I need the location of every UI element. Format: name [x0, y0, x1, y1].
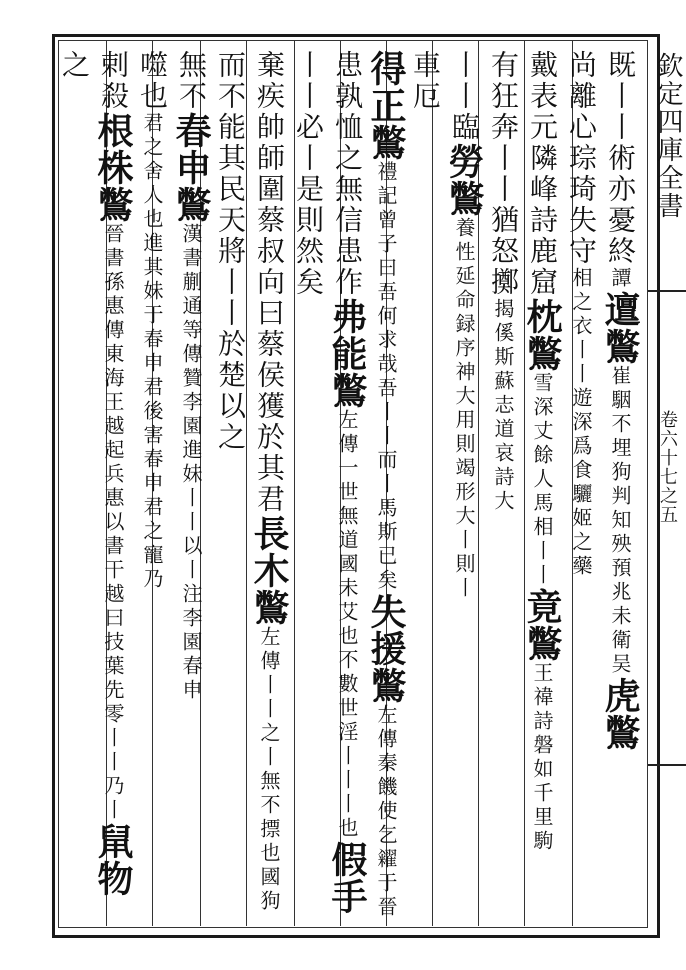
annotation-text: 漢書蒯通等傳贊李園進妹丨丨以丨注李園春申 — [179, 223, 203, 703]
entry-headword: 枕鷩 — [521, 298, 563, 372]
body-text: 戴表元隣峰詩鹿窟 — [526, 50, 559, 298]
annotation-text: 君之舍人也進其妹于春申君後害春申君之寵乃 — [140, 112, 164, 592]
annotation-text: 雪深丈餘人馬相丨丨 — [530, 372, 554, 588]
entry-headword: 虎鷩 — [599, 677, 641, 751]
body-text: 而不能其民天將丨丨於楚以之 — [214, 50, 247, 453]
entry-headword: 得正鷩 — [365, 50, 407, 161]
entry-headword: 長木鷩 — [248, 515, 290, 626]
entry-headword: 假手 — [326, 841, 368, 915]
body-text: 車厄 — [409, 50, 442, 112]
body-text: 棄疾帥師圍蔡叔向曰蔡侯獲於其君 — [253, 50, 286, 515]
annotation-text: 王禕詩磐如千里駒 — [530, 662, 554, 854]
fishtail-mark — [648, 764, 686, 766]
annotation-text: 左傳秦饑使乞糴于晉 — [374, 704, 398, 920]
body-text: 患孰恤之無信患作 — [331, 50, 364, 298]
entry-headword: 春申鷩 — [170, 112, 212, 223]
annotation-text: 禮記曾子曰吾何求哉吾丨丨而丨馬斯已矣 — [374, 161, 398, 593]
annotation-text: 晉書孫惠傳東海王越起兵惠以書干越曰技葉先零丨丨乃丨 — [101, 223, 125, 823]
volume-label: 卷六十七之五 — [657, 410, 678, 524]
entry-headword: 根株鷩 — [92, 112, 134, 223]
entry-headword: 邅鷩 — [599, 291, 641, 365]
annotation-text: 養性延命録序神大用則竭形大丨則丨 — [452, 217, 476, 601]
entry-headword: 勞鷩 — [443, 143, 485, 217]
body-text: 剌殺 — [97, 50, 130, 112]
annotation-text: 左傳一世無道國未艾也不數世淫丨丨丨也 — [335, 409, 359, 841]
body-text: 丨丨必丨是則然矣 — [292, 50, 325, 298]
entry-headword: 失援鷩 — [365, 593, 407, 704]
body-text: 之 — [58, 50, 91, 81]
entry-headword: 䑕物 — [92, 823, 134, 897]
annotation-text: 相之衣丨丨遊深爲食驪姬之藥 — [569, 267, 593, 579]
annotation-text: 譚 — [608, 267, 632, 291]
fishtail-mark — [648, 290, 686, 292]
body-text: 丨丨臨 — [448, 50, 481, 143]
body-text: 有狂奔丨丨猶怒擲 — [487, 50, 520, 298]
annotation-text: 揭傒斯蘇志道哀詩大 — [491, 298, 515, 514]
entry-headword: 弗能鷩 — [326, 298, 368, 409]
body-text: 無不 — [175, 50, 208, 112]
book-title: 欽定四庫全書 — [653, 52, 683, 220]
entry-headword: 竟鷩 — [521, 588, 563, 662]
annotation-text: 崔駰不埋狗判知殃預兆未衛吴 — [608, 365, 632, 677]
body-text: 既丨丨術亦憂終 — [604, 50, 637, 267]
body-text: 噬也 — [136, 50, 169, 112]
annotation-text: 左傳丨丨之丨無不摽也國狗 — [257, 626, 281, 914]
text-column — [51, 50, 97, 920]
body-text: 尚離心琮琦失守 — [565, 50, 598, 267]
